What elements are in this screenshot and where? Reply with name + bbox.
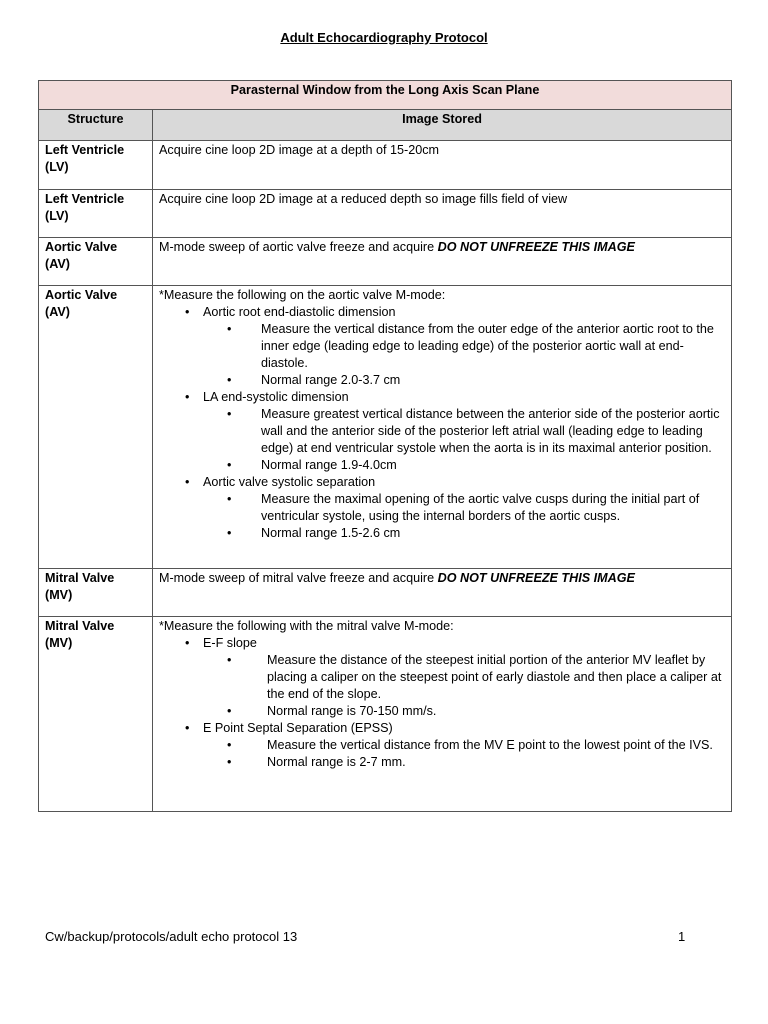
structure-cell bbox=[39, 238, 153, 286]
image-cell: Acquire cine loop 2D image at a depth of 15-20cm bbox=[153, 141, 732, 190]
structure-abbrev: (LV) bbox=[45, 160, 69, 174]
structure-abbrev: (MV) bbox=[45, 588, 73, 602]
measurement-label: LA end-systolic dimension bbox=[203, 390, 349, 404]
image-cell bbox=[153, 238, 732, 286]
structure-cell bbox=[39, 190, 153, 238]
list-item: • Measure the vertical distance from the outer edge of the anterior aortic root to the inner edge (leading edge to leading edge) of the posterior aortic wall at end-diastole. bbox=[223, 321, 725, 372]
table-header-row bbox=[39, 110, 732, 141]
sub-list bbox=[203, 737, 725, 771]
image-cell bbox=[153, 569, 732, 617]
structure-name: Left Ventricle bbox=[45, 192, 125, 206]
sub-list bbox=[203, 491, 725, 542]
list-item bbox=[185, 474, 725, 542]
structure-name: Aortic Valve bbox=[45, 240, 118, 254]
table-title-row bbox=[39, 81, 732, 110]
measurement-label: Aortic valve systolic separation bbox=[203, 475, 376, 489]
structure-abbrev: (LV) bbox=[45, 209, 69, 223]
structure-cell bbox=[39, 617, 153, 812]
sub-list bbox=[203, 321, 725, 389]
structure-name: Left Ventricle bbox=[45, 143, 125, 157]
table-row bbox=[39, 141, 732, 190]
structure-abbrev: (MV) bbox=[45, 636, 73, 650]
list-item bbox=[185, 389, 725, 474]
document-title: Adult Echocardiography Protocol bbox=[280, 30, 488, 45]
table-row bbox=[39, 286, 732, 569]
column-header-image-stored: Image Stored bbox=[153, 110, 732, 141]
measurement-label: E-F slope bbox=[203, 636, 257, 650]
structure-name: Aortic Valve bbox=[45, 288, 118, 302]
image-cell bbox=[153, 617, 732, 812]
list-item: • Normal range 2.0-3.7 cm bbox=[223, 372, 725, 389]
footer-file-path: Cw/backup/protocols/adult echo protocol 13 bbox=[45, 929, 298, 944]
window-title: Parasternal Window from the Long Axis Scan Plane bbox=[39, 81, 732, 110]
measurement-label: Aortic root end-diastolic dimension bbox=[203, 305, 396, 319]
sub-list bbox=[203, 406, 725, 474]
structure-name: Mitral Valve bbox=[45, 619, 115, 633]
list-item: • Measure the maximal opening of the aortic valve cusps during the initial part of ventricular systole, using the internal borders of the aortic cusps. bbox=[223, 491, 725, 525]
list-item: • Normal range 1.9-4.0cm bbox=[223, 457, 725, 474]
list-item: • Normal range 1.5-2.6 cm bbox=[223, 525, 725, 542]
protocol-table bbox=[38, 80, 732, 812]
structure-abbrev: (AV) bbox=[45, 305, 70, 319]
column-header-structure: Structure bbox=[39, 110, 153, 141]
measurement-label: E Point Septal Separation (EPSS) bbox=[203, 721, 393, 735]
list-item bbox=[185, 304, 725, 389]
structure-cell bbox=[39, 569, 153, 617]
list-item: • Normal range is 70-150 mm/s. bbox=[223, 703, 725, 720]
warning-text: DO NOT UNFREEZE THIS IMAGE bbox=[437, 240, 635, 254]
list-item: • Measure the distance of the steepest initial portion of the anterior MV leaflet by placing a caliper on the steepest point of early diastole and then place a caliper at the end of the slope. bbox=[223, 652, 725, 703]
measurement-list bbox=[159, 304, 725, 542]
image-instruction: M-mode sweep of mitral valve freeze and acquire bbox=[159, 571, 438, 585]
list-item: • Normal range is 2-7 mm. bbox=[223, 754, 725, 771]
page-number: 1 bbox=[678, 929, 686, 944]
list-item bbox=[185, 720, 725, 771]
table-row bbox=[39, 569, 732, 617]
measure-intro: *Measure the following with the mitral valve M-mode: bbox=[159, 619, 454, 633]
list-item: • Measure greatest vertical distance between the anterior side of the posterior aortic wall and the anterior side of the posterior left atrial wall (leading edge to leading edge) at end ventricular systole when the aorta is in its maximal anterior position. bbox=[223, 406, 725, 457]
image-cell bbox=[153, 286, 732, 569]
measurement-list bbox=[159, 635, 725, 771]
list-item bbox=[185, 635, 725, 720]
structure-abbrev: (AV) bbox=[45, 257, 70, 271]
table-row bbox=[39, 617, 732, 812]
image-instruction: M-mode sweep of aortic valve freeze and acquire bbox=[159, 240, 438, 254]
table-row bbox=[39, 190, 732, 238]
structure-cell bbox=[39, 286, 153, 569]
warning-text: DO NOT UNFREEZE THIS IMAGE bbox=[437, 571, 635, 585]
structure-name: Mitral Valve bbox=[45, 571, 115, 585]
sub-list bbox=[203, 652, 725, 720]
table-row bbox=[39, 238, 732, 286]
measure-intro: *Measure the following on the aortic valve M-mode: bbox=[159, 288, 446, 302]
structure-cell bbox=[39, 141, 153, 190]
list-item: • Measure the vertical distance from the MV E point to the lowest point of the IVS. bbox=[223, 737, 725, 754]
image-cell: Acquire cine loop 2D image at a reduced depth so image fills field of view bbox=[153, 190, 732, 238]
